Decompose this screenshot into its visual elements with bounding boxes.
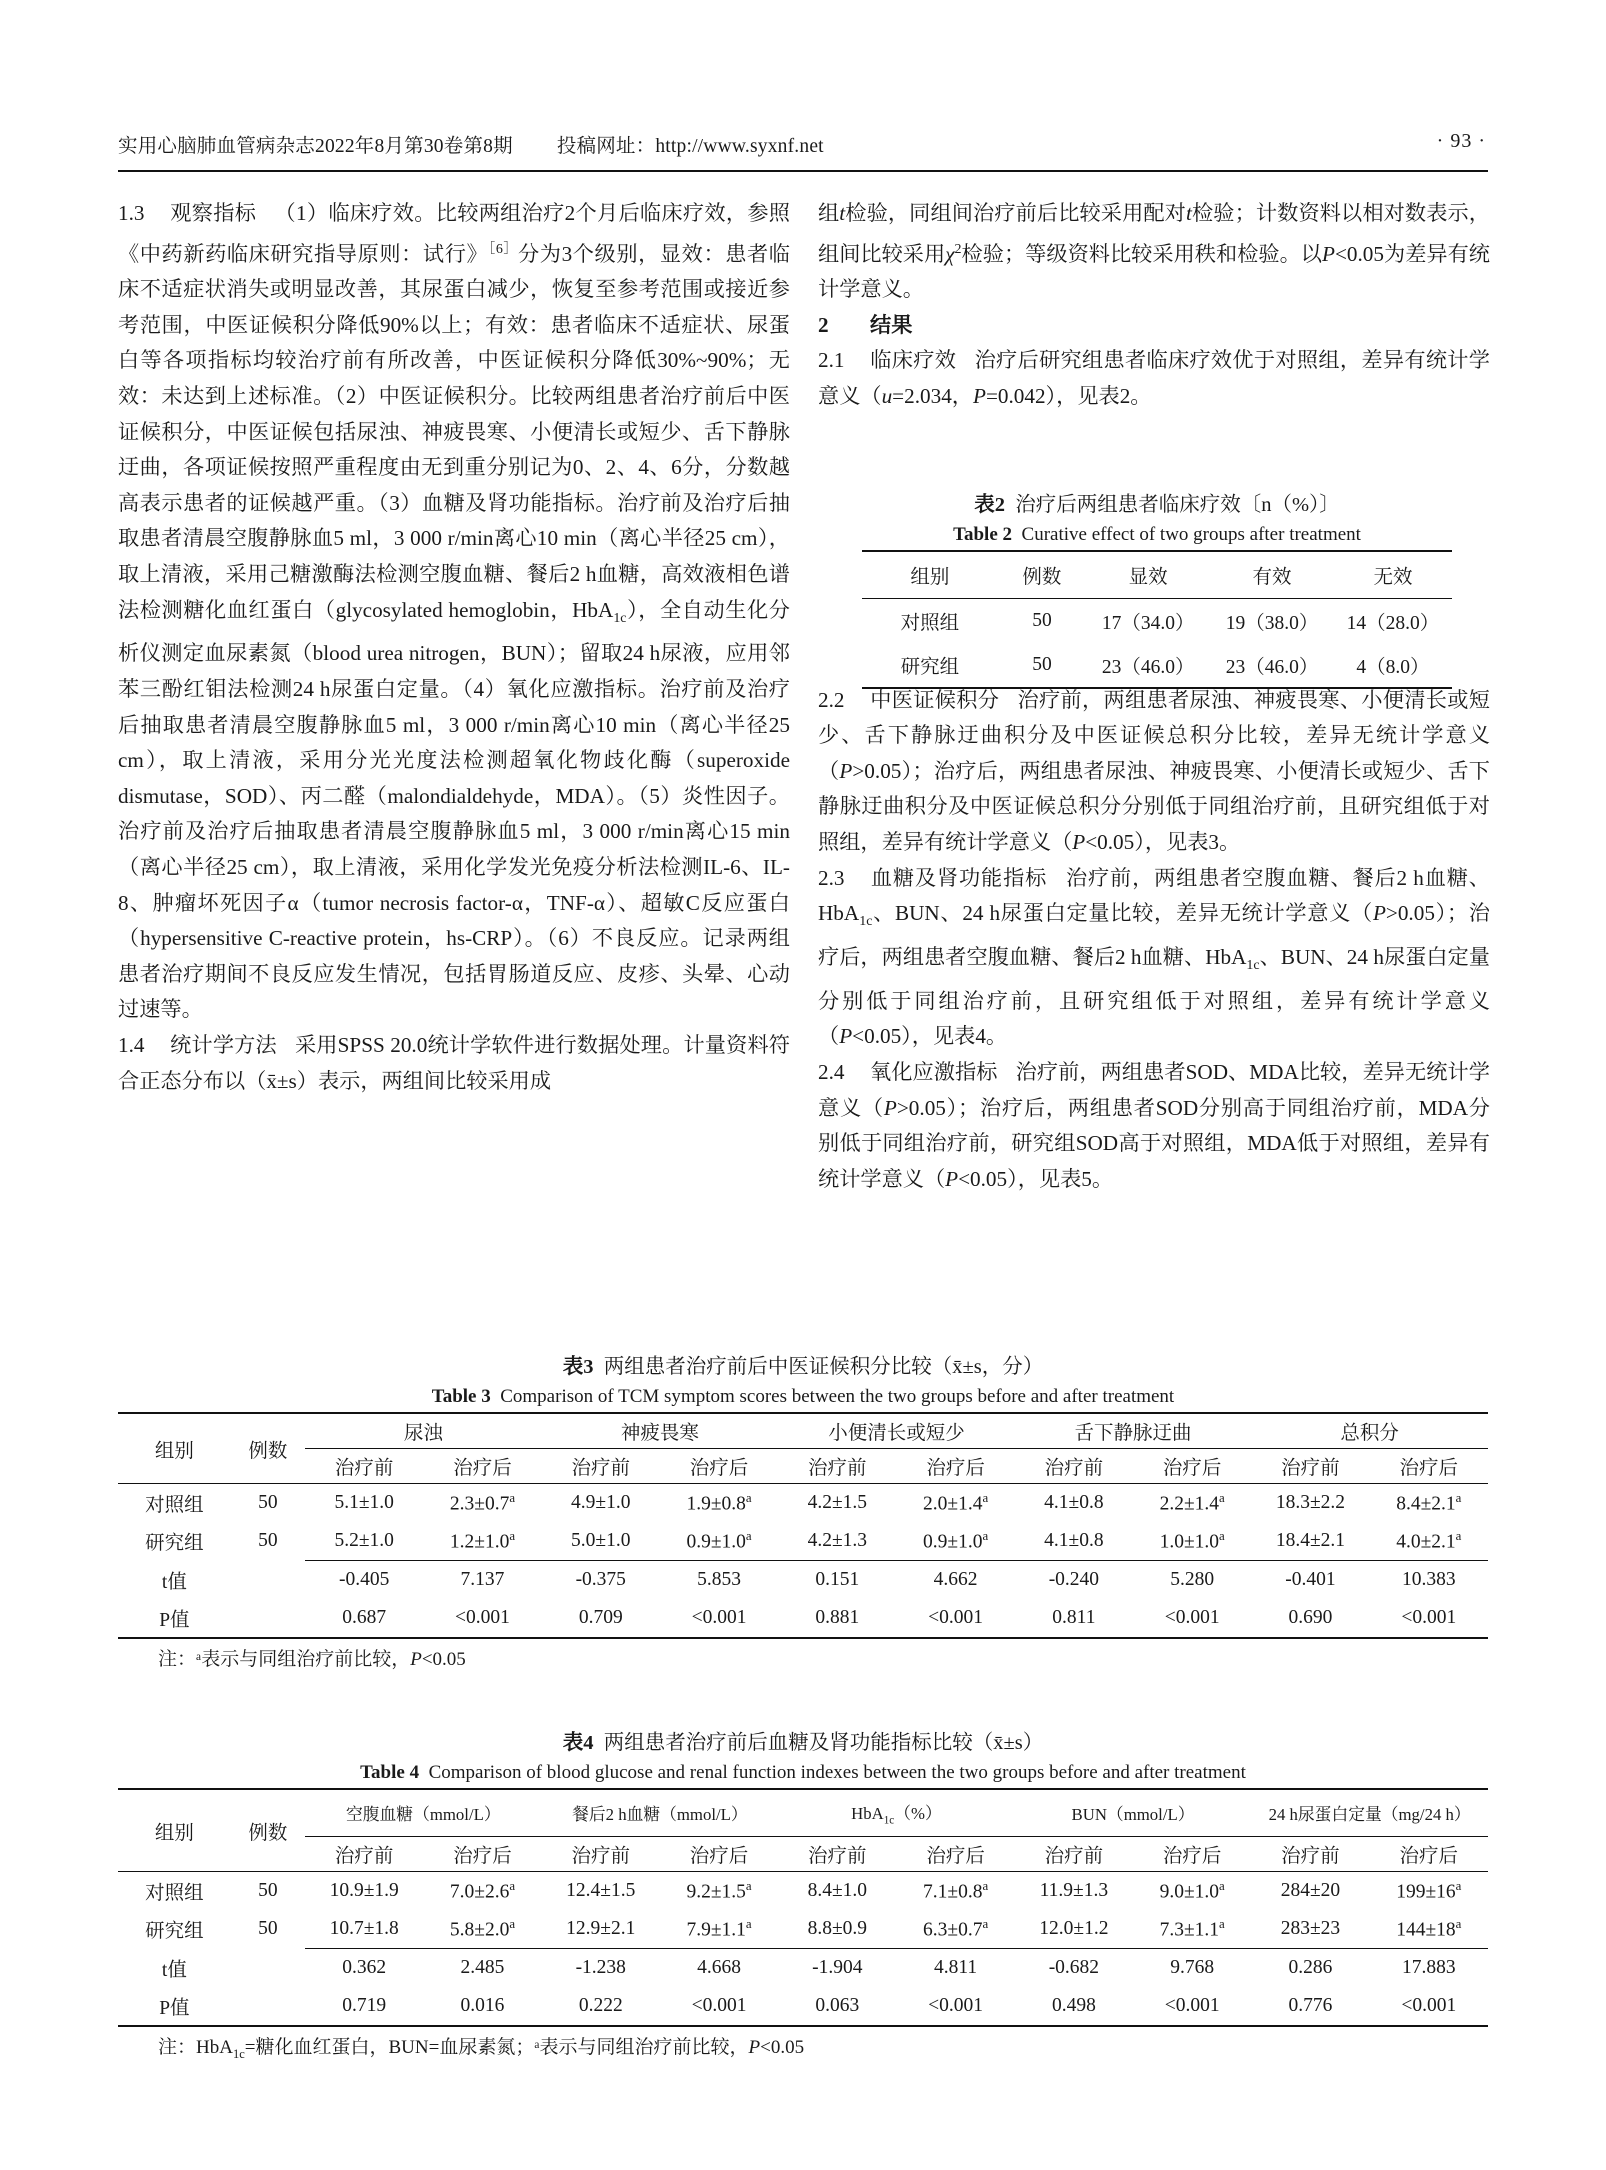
table4-t-v7: 9.768 — [1170, 1957, 1215, 1978]
section-body-2-3: 治疗前，两组患者空腹血糖、餐后2 h血糖、HbA$_{1c}$、BUN、24 h尿蛋白定量比较，差异无统计学意义（P>0.05）；治疗后，两组患者空腹血糖、餐后2 h血糖、HbA$_{1c}$、BUN、24 h尿蛋白定量分别低于同组治疗前，且研究组低于对照组，差异有统计学意义（P<0.05），见表4。 — [818, 865, 1490, 1049]
table3-r0-v7: 2.2±1.4$^a$ — [1159, 1490, 1225, 1515]
table2-col-marked: 显效 — [1128, 567, 1168, 588]
paragraph-clinical-efficacy — [818, 343, 1490, 414]
table3-r0-v2: 4.9±1.0 — [571, 1492, 631, 1513]
table3-group-header-row — [118, 1413, 1488, 1449]
table3-sub-before-2: 治疗前 — [571, 1458, 630, 1479]
table3-p-v8: 0.690 — [1288, 1607, 1333, 1628]
table3-r1-v2: 5.0±1.0 — [542, 1522, 660, 1561]
table4-r0-n: 50 — [258, 1880, 278, 1901]
table3-r0-v4: 4.2±1.5 — [807, 1492, 868, 1513]
table4 — [118, 1788, 1488, 2027]
table3 — [118, 1412, 1488, 1639]
table4-t-v3: 4.668 — [697, 1957, 741, 1978]
table4-sub-after-5: 治疗后 — [1399, 1846, 1459, 1867]
table2-en-label: Table 2 — [953, 524, 1013, 545]
section-body-2-4: 治疗前，两组患者SOD、MDA比较，差异无统计学意义（P>0.05）；治疗后，两组患者SOD分别高于同组治疗前，MDA分别低于同组治疗前，研究组SOD高于对照组，MDA低于对照组，差异有统计学意义（P<0.05），见表5。 — [818, 1060, 1490, 1191]
table4-r1-v8: 283±23 — [1251, 1910, 1369, 1949]
submission-url: 投稿网址：http://www.syxnf.net — [556, 136, 824, 157]
table3-t-v1: 7.137 — [460, 1569, 505, 1590]
table3-container — [118, 1352, 1488, 1675]
table3-caption — [118, 1352, 1488, 1412]
table4-r0-v8: 284±20 — [1280, 1880, 1341, 1901]
table2-r1-c0: 研究组 — [900, 657, 960, 678]
table2-r1-c2: 23（46.0） — [1101, 657, 1195, 678]
table3-sub-after-5: 治疗后 — [1399, 1458, 1459, 1479]
table2-container — [862, 490, 1452, 689]
table4-r0-v0: 10.9±1.9 — [329, 1880, 399, 1901]
section-title-2-4: 氧化应激指标 — [870, 1060, 998, 1085]
table3-r1-v0: 5.2±1.0 — [305, 1522, 423, 1561]
table4-caption — [118, 1728, 1488, 1788]
table4-r0-v7: 9.0±1.0$^a$ — [1159, 1878, 1225, 1903]
table4-p-v9: <0.001 — [1401, 1995, 1457, 2016]
table2-r1-c3: 23（46.0） — [1225, 657, 1319, 678]
table3-p-v5: <0.001 — [928, 1607, 984, 1628]
table4-en-title: Comparison of blood glucose and renal function indexes between the two groups before and after treatment — [428, 1762, 1246, 1783]
table4-sub-before-1: 治疗前 — [334, 1846, 394, 1867]
table4-p-v1: 0.016 — [460, 1995, 505, 2016]
table3-sub-before-3: 治疗前 — [808, 1458, 867, 1479]
table3-sub-after-1: 治疗后 — [453, 1458, 512, 1479]
table4-p-v2: 0.222 — [578, 1995, 623, 2016]
table3-p-v0: 0.687 — [342, 1607, 387, 1628]
table3-t-v2: -0.375 — [575, 1569, 626, 1590]
table4-sub-before-4: 治疗前 — [1044, 1846, 1104, 1867]
table3-r1-v3: 0.9±1.0$^a$ — [660, 1522, 778, 1561]
table3-r1-v9: 4.0±2.1$^a$ — [1370, 1522, 1488, 1561]
table4-p-v5: <0.001 — [928, 1995, 984, 2016]
table3-p-v4: 0.881 — [815, 1607, 860, 1628]
table-row — [862, 643, 1452, 688]
table3-r1-label: 研究组 — [145, 1533, 204, 1555]
table-row — [118, 1484, 1488, 1523]
table4-sub-before-2: 治疗前 — [571, 1846, 630, 1867]
table4-t-v2: -1.238 — [575, 1957, 626, 1978]
table3-p-label: P值 — [159, 1610, 190, 1631]
table4-t-v6: -0.682 — [1048, 1957, 1100, 1978]
table4-r0-v9: 199±16$^a$ — [1396, 1878, 1462, 1903]
table3-group-shexia: 舌下静脉迂曲 — [1015, 1413, 1252, 1449]
table3-en-title: Comparison of TCM symptom scores between the two groups before and after treatment — [500, 1386, 1175, 1407]
table3-en-label: Table 3 — [431, 1386, 491, 1407]
table4-col-group: 组别 — [154, 1822, 194, 1844]
table3-p-v1: <0.001 — [455, 1607, 510, 1628]
table2-r0-c1: 50 — [1032, 610, 1052, 631]
table4-group-hba1c: HbA$_{1c}$（%） — [778, 1789, 1015, 1837]
table4-group-bun: BUN（mmol/L） — [1015, 1789, 1252, 1837]
table4-en-label: Table 4 — [360, 1762, 420, 1783]
table3-r0-v6: 4.1±0.8 — [1044, 1492, 1104, 1513]
section-number-2-2: 2.2 — [818, 687, 845, 712]
section-body-2-1: 治疗后研究组患者临床疗效优于对照组，差异有统计学意义（u=2.034，P=0.042），见表2。 — [818, 348, 1490, 409]
table4-container — [118, 1728, 1488, 2069]
table4-group-header-row — [118, 1789, 1488, 1837]
table4-r1-v4: 8.8±0.9 — [778, 1910, 896, 1949]
table4-r0-v4: 8.4±1.0 — [807, 1880, 868, 1901]
table3-t-v0: -0.405 — [339, 1569, 390, 1590]
table3-p-v7: <0.001 — [1164, 1607, 1220, 1628]
table4-cn-label: 表4 — [562, 1732, 594, 1754]
table3-group-xiaobian: 小便清长或短少 — [778, 1413, 1015, 1449]
section-body-1-3: （1）临床疗效。比较两组治疗2个月后临床疗效，参照《中药新药临床研究指导原则：试行》$^{[6]}$分为3个级别，显效：患者临床不适症状消失或明显改善，其尿蛋白减少，恢复至参考范围或接近参考范围，中医证候积分降低90%以上；有效：患者临床不适症状、尿蛋白等各项指标均较治疗前有所改善，中医证候积分降低30%~90%；无效：未达到上述标准。（2）中医证候积分。比较两组患者治疗前后中医证候积分，中医证候包括尿浊、神疲畏寒、小便清长或短少、舌下静脉迂曲，各项证候按照严重程度由无到重分别记为0、2、4、6分，分数越高表示患者的证候越严重。（3）血糖及肾功能指标。治疗前及治疗后抽取患者清晨空腹静脉血5 ml，3 000 r/min离心10 min（离心半径25 cm），取上清液，采用己糖激酶法检测空腹血糖、餐后2 h血糖，高效液相色谱法检测糖化血红蛋白（glycosylated hemoglobin，HbA$_{1c}$），全自动生化分析仪测定血尿素氮（blood urea nitrogen，BUN）；留取24 h尿液，应用邻苯三酚红钼法检测24 h尿蛋白定量。（4）氧化应激指标。治疗前及治疗后抽取患者清晨空腹静脉血5 ml，3 000 r/min离心10 min（离心半径25 cm），取上清液，采用分光光度法检测超氧化物歧化酶（superoxide dismutase，SOD）、丙二醛（malondialdehyde，MDA）。（5）炎性因子。治疗前及治疗后抽取患者清晨空腹静脉血5 ml，3 000 r/min离心15 min（离心半径25 cm），取上清液，采用化学发光免疫分析法检测IL-6、IL-8、肿瘤坏死因子α（tumor necrosis factor-α，TNF-α）、超敏C反应蛋白（hypersensitive C-reactive protein，hs-CRP）。（6）不良反应。记录两组患者治疗期间不良反应发生情况，包括胃肠道反应、皮疹、头晕、心动过速等。 — [118, 201, 790, 1022]
table3-p-v9: <0.001 — [1401, 1607, 1457, 1628]
table-row — [118, 1872, 1488, 1911]
table4-r1-v0: 10.7±1.8 — [305, 1910, 423, 1949]
table3-t-v6: -0.240 — [1048, 1569, 1100, 1590]
table4-sub-after-4: 治疗后 — [1162, 1846, 1222, 1867]
table3-p-n — [231, 1599, 305, 1638]
paragraph-oxidative-stress — [818, 1055, 1490, 1197]
table2-col-effective: 有效 — [1252, 567, 1292, 588]
section-title-2: 结果 — [870, 312, 913, 337]
table2-cn-title: 治疗后两组患者临床疗效〔n（%）〕 — [1015, 494, 1340, 516]
table3-r0-v0: 5.1±1.0 — [334, 1492, 394, 1513]
table2-col-ineffective: 无效 — [1373, 567, 1413, 588]
table3-group-niaozhuo: 尿浊 — [305, 1413, 542, 1449]
section-number-1-3: 1.3 — [118, 201, 145, 225]
table3-col-group: 组别 — [154, 1440, 194, 1462]
table4-r0-v1: 7.0±2.6$^a$ — [449, 1878, 516, 1903]
table3-t-label: t值 — [161, 1571, 187, 1593]
table4-cn-title: 两组患者治疗前后血糖及肾功能指标比较（x̄±s） — [603, 1732, 1044, 1754]
section-title-2-3: 血糖及肾功能指标 — [870, 865, 1048, 890]
table3-t-n — [231, 1561, 305, 1600]
table4-group-2hpg: 餐后2 h血糖（mmol/L） — [542, 1789, 779, 1837]
section-body-1-4: 采用SPSS 20.0统计学软件进行数据处理。计量资料符合正态分布以（x̄±s）表示，两组间比较采用成 — [118, 1032, 790, 1093]
table3-cn-title: 两组患者治疗前后中医证候积分比较（x̄±s，分） — [603, 1356, 1044, 1378]
table2-col-group: 组别 — [910, 567, 950, 588]
table4-p-v8: 0.776 — [1288, 1995, 1333, 2016]
table3-r1-v5: 0.9±1.0$^a$ — [896, 1522, 1014, 1561]
table4-r1-label: 研究组 — [145, 1921, 204, 1943]
section-title-2-2: 中医证候积分 — [870, 687, 1000, 712]
section-number-1-4: 1.4 — [118, 1032, 145, 1057]
table2-header-row — [862, 551, 1452, 599]
table4-r0-v5: 7.1±0.8$^a$ — [923, 1878, 989, 1903]
table4-r1-v5: 6.3±0.7$^a$ — [896, 1910, 1014, 1949]
paragraph-statistics — [118, 1028, 790, 1099]
table4-r1-n: 50 — [258, 1918, 278, 1940]
table3-p-v6: 0.811 — [1052, 1607, 1096, 1628]
table4-r0-v6: 11.9±1.3 — [1039, 1880, 1109, 1901]
table3-r0-v5: 2.0±1.4$^a$ — [923, 1490, 989, 1515]
table4-t-v4: -1.904 — [812, 1957, 863, 1978]
table3-r0-v8: 18.3±2.2 — [1275, 1492, 1346, 1513]
table-row — [862, 599, 1452, 644]
table4-r0-v2: 12.4±1.5 — [566, 1880, 636, 1901]
table3-sub-after-2: 治疗后 — [689, 1458, 749, 1479]
section-body-2-2: 治疗前，两组患者尿浊、神疲畏寒、小便清长或短少、舌下静脉迂曲积分及中医证候总积分比较，差异无统计学意义（P>0.05）；治疗后，两组患者尿浊、神疲畏寒、小便清长或短少、舌下静脉迂曲积分及中医证候总积分分别低于同组治疗前，且研究组低于对照组，差异有统计学意义（P<0.05），见表3。 — [818, 687, 1490, 854]
table4-r0-v3: 9.2±1.5$^a$ — [686, 1878, 752, 1903]
table4-p-label: P值 — [159, 1998, 190, 2019]
table3-r1-v1: 1.2±1.0$^a$ — [423, 1522, 541, 1561]
table4-t-v0: 0.362 — [342, 1957, 387, 1978]
table4-p-row — [118, 1987, 1488, 2026]
table3-r0-v1: 2.3±0.7$^a$ — [449, 1490, 516, 1515]
table3-sub-before-4: 治疗前 — [1044, 1458, 1104, 1479]
table3-group-total: 总积分 — [1251, 1413, 1488, 1449]
heading-results — [818, 308, 1490, 344]
table3-t-row — [118, 1561, 1488, 1600]
table4-r0-label: 对照组 — [145, 1883, 204, 1904]
table4-t-n — [231, 1949, 305, 1988]
table3-p-v2: 0.709 — [578, 1607, 623, 1628]
table4-r1-v9: 144±18$^a$ — [1370, 1910, 1488, 1949]
table3-r0-n: 50 — [258, 1492, 278, 1513]
table4-r1-v2: 12.9±2.1 — [542, 1910, 660, 1949]
table4-subheader-row — [118, 1837, 1488, 1872]
table2 — [862, 550, 1452, 689]
section-number-2-1: 2.1 — [818, 348, 845, 373]
table4-p-v4: 0.063 — [815, 1995, 860, 2016]
table3-r0-label: 对照组 — [145, 1495, 204, 1516]
paragraph-statistics-cont — [818, 196, 1490, 308]
table3-r1-v7: 1.0±1.0$^a$ — [1133, 1522, 1251, 1561]
table4-p-n — [231, 1987, 305, 2026]
table3-col-n: 例数 — [248, 1440, 288, 1462]
table3-group-shenpi: 神疲畏寒 — [542, 1413, 779, 1449]
table3-r1-n: 50 — [258, 1530, 278, 1552]
table2-r0-c0: 对照组 — [900, 613, 960, 634]
table4-sub-after-2: 治疗后 — [689, 1846, 749, 1867]
table3-sub-before-1: 治疗前 — [334, 1458, 394, 1479]
table3-subheader-row — [118, 1449, 1488, 1484]
table3-cn-label: 表3 — [562, 1356, 594, 1378]
section-number-2-4: 2.4 — [818, 1060, 845, 1085]
table3-sub-after-3: 治疗后 — [926, 1458, 985, 1479]
table4-sub-after-3: 治疗后 — [926, 1846, 985, 1867]
table4-r1-v7: 7.3±1.1$^a$ — [1133, 1910, 1251, 1949]
table2-cn-label: 表2 — [974, 494, 1005, 516]
table3-note: 注：ᵃ表示与同组治疗前比较，P<0.05 — [158, 1649, 466, 1670]
table4-col-n: 例数 — [248, 1822, 288, 1844]
table4-group-24hup: 24 h尿蛋白定量（mg/24 h） — [1251, 1789, 1488, 1837]
section-title-2-1: 临床疗效 — [870, 348, 957, 373]
table3-sub-after-4: 治疗后 — [1162, 1458, 1222, 1479]
table3-t-v4: 0.151 — [815, 1569, 860, 1590]
table4-r1-v1: 5.8±2.0$^a$ — [423, 1910, 541, 1949]
paragraph-tcm-score — [818, 683, 1490, 861]
table3-p-v3: <0.001 — [691, 1607, 747, 1628]
table4-p-v6: 0.498 — [1051, 1995, 1096, 2016]
right-column — [818, 196, 1490, 1197]
table4-note: 注：HbA$_{1c}$=糖化血红蛋白，BUN=血尿素氮；ᵃ表示与同组治疗前比较，P<0.05 — [158, 2037, 805, 2061]
table4-r1-v3: 7.9±1.1$^a$ — [660, 1910, 778, 1949]
table2-r1-c1: 50 — [1032, 654, 1052, 675]
running-head-left — [118, 130, 824, 158]
table4-sub-before-3: 治疗前 — [808, 1846, 867, 1867]
table-row — [118, 1522, 1488, 1561]
table3-t-v7: 5.280 — [1170, 1569, 1215, 1590]
table2-r0-c4: 14（28.0） — [1346, 613, 1440, 634]
table4-t-row — [118, 1949, 1488, 1988]
table3-t-v8: -0.401 — [1285, 1569, 1336, 1590]
table3-t-v5: 4.662 — [933, 1569, 978, 1590]
table3-t-v9: 10.383 — [1401, 1569, 1456, 1590]
section-number-2-3: 2.3 — [818, 865, 845, 890]
section-title-1-4: 统计学方法 — [170, 1032, 277, 1057]
table4-p-v3: <0.001 — [691, 1995, 747, 2016]
table4-t-label: t值 — [161, 1959, 187, 1981]
table2-r0-c3: 19（38.0） — [1225, 613, 1319, 634]
table3-r1-v8: 18.4±2.1 — [1251, 1522, 1369, 1561]
paragraph-glucose-renal — [818, 861, 1490, 1055]
running-head — [118, 128, 1488, 172]
table3-t-v3: 5.853 — [697, 1569, 741, 1590]
table3-r1-v6: 4.1±0.8 — [1015, 1522, 1133, 1561]
table4-r1-v6: 12.0±1.2 — [1015, 1910, 1133, 1949]
table2-col-n: 例数 — [1022, 567, 1062, 588]
left-column — [118, 196, 790, 1099]
table2-en-title: Curative effect of two groups after treatment — [1021, 524, 1361, 545]
section-title-1-3: 观察指标 — [170, 201, 257, 225]
table4-p-v7: <0.001 — [1164, 1995, 1220, 2016]
table4-group-fbg: 空腹血糖（mmol/L） — [305, 1789, 542, 1837]
table3-sub-before-5: 治疗前 — [1281, 1458, 1340, 1479]
section-number-2: 2 — [818, 312, 829, 337]
table3-p-row — [118, 1599, 1488, 1638]
table3-r0-v3: 1.9±0.8$^a$ — [686, 1490, 752, 1515]
table2-caption — [862, 490, 1452, 550]
table2-r0-c2: 17（34.0） — [1101, 613, 1195, 634]
table-row — [118, 1910, 1488, 1949]
table3-r0-v9: 8.4±2.1$^a$ — [1396, 1490, 1462, 1515]
journal-name: 实用心脑肺血管病杂志2022年8月第30卷第8期 — [118, 136, 513, 157]
table3-r1-v4: 4.2±1.3 — [778, 1522, 896, 1561]
paragraph-observation-indicators — [118, 196, 790, 1028]
page-number: · 93 · — [1436, 130, 1486, 152]
table4-sub-after-1: 治疗后 — [453, 1846, 512, 1867]
table4-p-v0: 0.719 — [342, 1995, 387, 2016]
table4-t-v9: 17.883 — [1401, 1957, 1456, 1978]
statistics-continuation-text: 组t检验，同组间治疗前后比较采用配对t检验；计数资料以相对数表示，组间比较采用χ$^2$检验；等级资料比较采用秩和检验。以P<0.05为差异有统计学意义。 — [818, 201, 1490, 302]
table4-t-v8: 0.286 — [1288, 1957, 1333, 1978]
table4-sub-before-5: 治疗前 — [1281, 1846, 1340, 1867]
table4-t-v1: 2.485 — [460, 1957, 505, 1978]
table2-r1-c4: 4（8.0） — [1356, 657, 1430, 678]
table4-t-v5: 4.811 — [934, 1957, 978, 1978]
